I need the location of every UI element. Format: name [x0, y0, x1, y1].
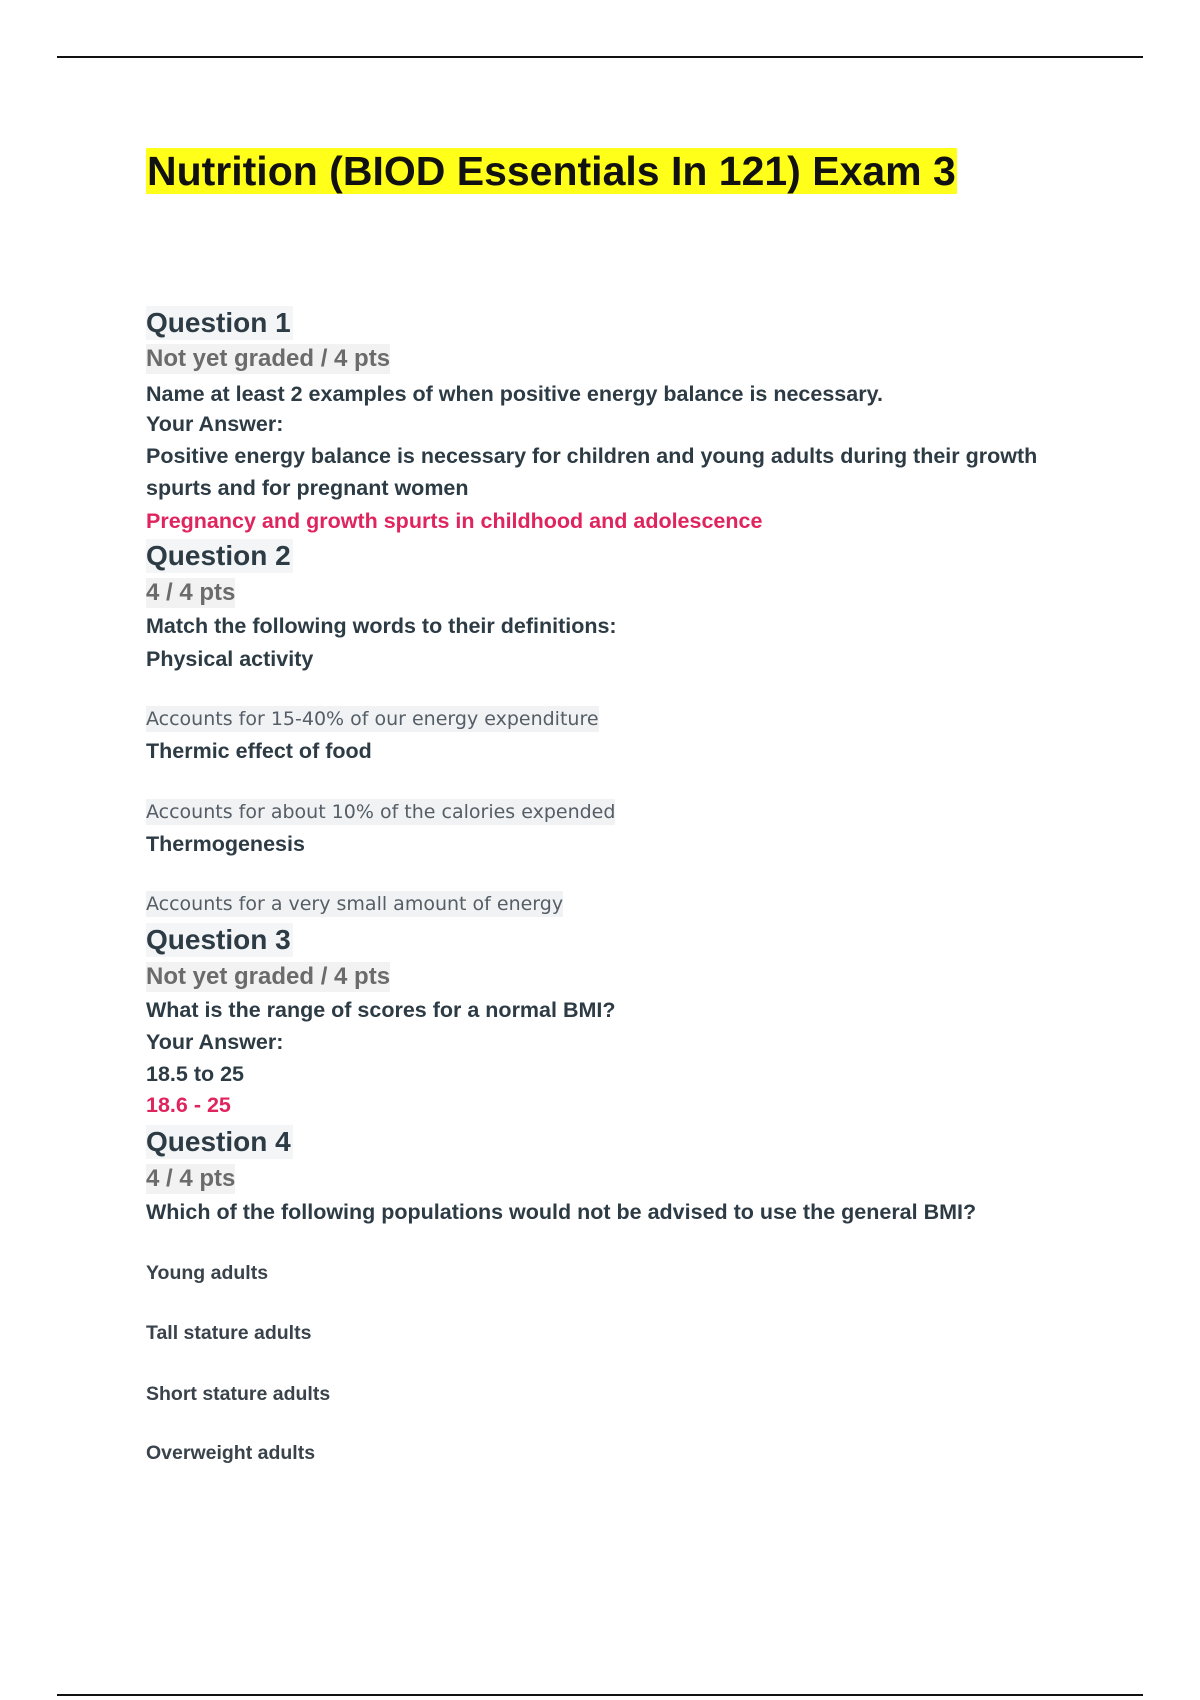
question-4-points	[146, 1164, 235, 1194]
match-definition-text: Accounts for 15-40% of our energy expenditure	[146, 708, 599, 730]
question-4-points-text: 4 / 4 pts	[146, 1165, 236, 1192]
question-1-answer: Positive energy balance is necessary for children and young adults during their growth spurts and for pregnant women	[146, 444, 1038, 500]
question-4-heading	[146, 1125, 293, 1159]
question-3-correct-answer: 18.6 - 25	[146, 1093, 231, 1117]
match-definition	[146, 891, 563, 917]
question-3-prompt: What is the range of scores for a normal BMI?	[146, 998, 616, 1022]
question-3-heading-text: Question 3	[146, 924, 291, 955]
question-2-heading-text: Question 2	[146, 540, 291, 571]
question-3-answer-label: Your Answer:	[146, 1030, 284, 1054]
answer-option: Short stature adults	[146, 1383, 331, 1405]
question-3-points-text: Not yet graded / 4 pts	[146, 963, 391, 990]
question-4-prompt: Which of the following populations would not be advised to use the general BMI?	[146, 1200, 977, 1224]
question-1-correct-answer: Pregnancy and growth spurts in childhood and adolescence	[146, 509, 763, 533]
document-title-text: Nutrition (BIOD Essentials In 121) Exam 3	[147, 148, 956, 194]
answer-option: Tall stature adults	[146, 1322, 312, 1344]
match-term: Physical activity	[146, 647, 314, 671]
question-1-prompt: Name at least 2 examples of when positive energy balance is necessary.	[146, 382, 883, 406]
match-definition-text: Accounts for about 10% of the calories expended	[146, 801, 616, 823]
answer-option: Young adults	[146, 1262, 269, 1284]
match-definition	[146, 799, 615, 825]
answer-option: Overweight adults	[146, 1442, 316, 1464]
question-3-answer: 18.5 to 25	[146, 1062, 244, 1086]
document-title	[146, 146, 957, 196]
question-2-heading	[146, 539, 293, 573]
question-2-prompt: Match the following words to their definitions:	[146, 614, 617, 638]
question-1-answer-label: Your Answer:	[146, 412, 284, 436]
question-1-heading	[146, 306, 293, 340]
top-rule	[57, 56, 1143, 58]
match-definition-text: Accounts for a very small amount of energy	[146, 893, 564, 915]
match-definition	[146, 706, 599, 732]
question-4-heading-text: Question 4	[146, 1126, 291, 1157]
match-term: Thermic effect of food	[146, 739, 372, 763]
question-1-heading-text: Question 1	[146, 307, 291, 338]
match-term: Thermogenesis	[146, 832, 305, 856]
bottom-rule	[57, 1694, 1143, 1696]
question-3-heading	[146, 923, 293, 957]
question-1-points-text: Not yet graded / 4 pts	[146, 345, 391, 372]
question-2-points-text: 4 / 4 pts	[146, 579, 236, 606]
question-3-points	[146, 962, 390, 992]
question-1-points	[146, 344, 390, 374]
question-2-points	[146, 578, 235, 608]
